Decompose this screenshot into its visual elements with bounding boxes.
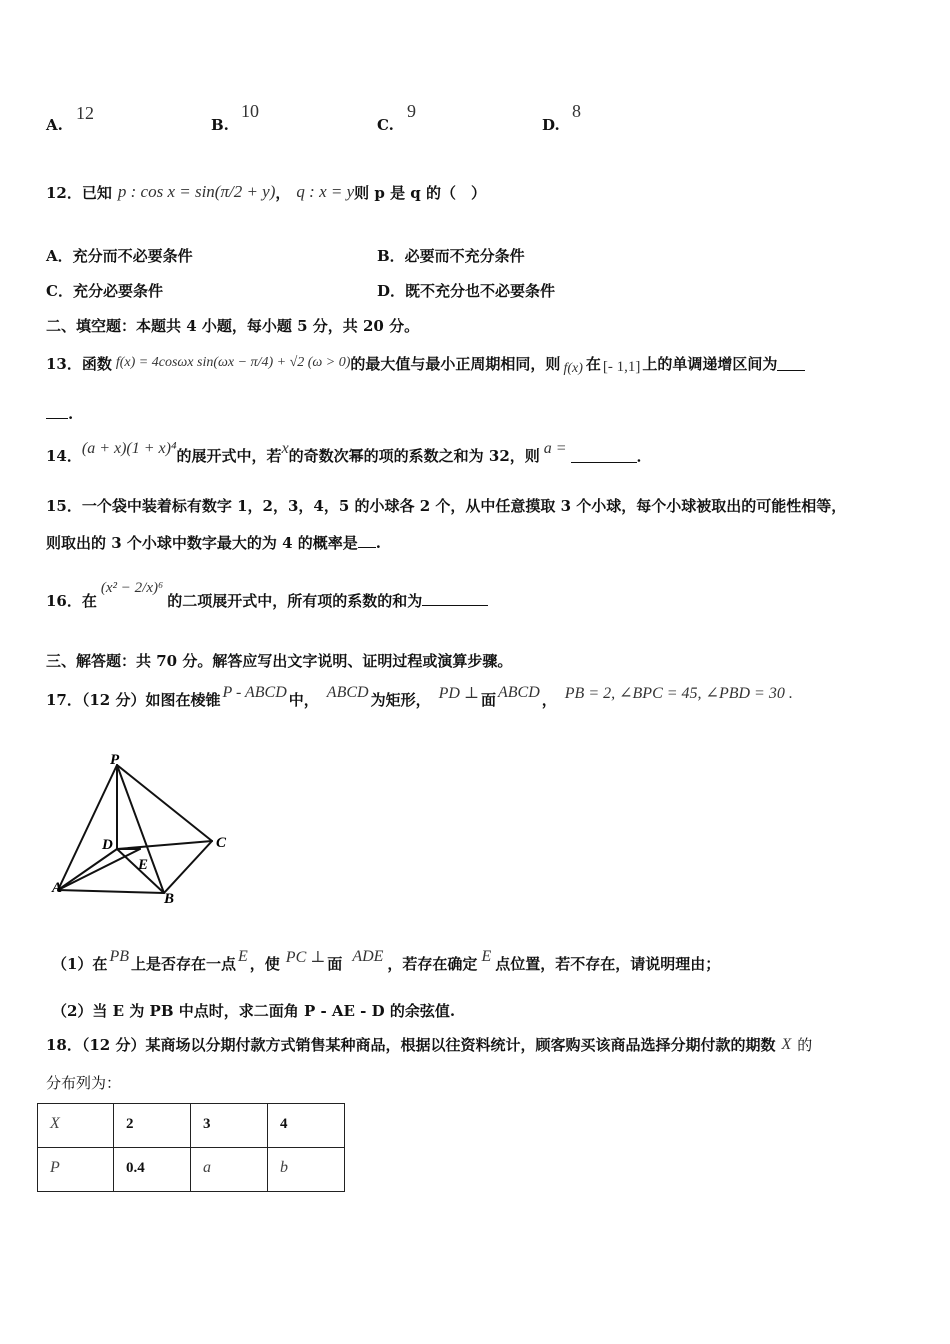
edge-ae bbox=[58, 849, 140, 890]
q12-sep: ， bbox=[275, 183, 291, 202]
q13-tail: 上的单调递增区间为 bbox=[642, 354, 778, 373]
q17-pabcd: P - ABCD bbox=[222, 684, 287, 701]
label-a: A bbox=[52, 880, 63, 896]
q13-mid: 的最大值与最小正周期相同，则 bbox=[350, 354, 561, 373]
table-row bbox=[38, 1104, 345, 1148]
q18-line-2: 分布列为： bbox=[46, 1074, 122, 1092]
q17-p1-pb: PB bbox=[109, 948, 129, 965]
table-row bbox=[38, 1148, 345, 1192]
q18-x: X bbox=[781, 1035, 792, 1053]
q12-number: 12．已知 bbox=[46, 183, 112, 202]
q13-fx: f(x) bbox=[563, 361, 583, 376]
table-cell: X bbox=[50, 1115, 60, 1132]
q17-t4: ， bbox=[541, 690, 557, 709]
q13-continuation: . bbox=[46, 404, 73, 423]
q12-option-a: A．充分而不必要条件 bbox=[46, 247, 193, 265]
label-e: E bbox=[138, 857, 149, 873]
q17-p1-pc: PC ⊥ bbox=[285, 949, 326, 966]
q14-x: x bbox=[281, 440, 289, 457]
edge-bc bbox=[164, 841, 212, 893]
q17-p1-t1: 上是否存在一点 bbox=[130, 954, 236, 973]
label-c: C bbox=[216, 835, 227, 851]
q14-mid1: 的展开式中，若 bbox=[176, 446, 282, 465]
label-d: D bbox=[102, 837, 113, 853]
question-17 bbox=[46, 676, 793, 710]
table-cell: a bbox=[203, 1159, 211, 1176]
q14-expression: (a + x)(1 + x)⁴ bbox=[81, 440, 177, 457]
table-cell: P bbox=[50, 1159, 60, 1176]
q16-number: 16．在 bbox=[46, 591, 97, 610]
table-cell: 0.4 bbox=[126, 1160, 145, 1176]
q13-answer-blank-2 bbox=[46, 404, 68, 419]
choice-a-value: 12 bbox=[76, 103, 94, 123]
table-cell: b bbox=[280, 1159, 288, 1176]
edge-pa bbox=[58, 765, 117, 890]
q12-option-b: B．必要而不充分条件 bbox=[377, 247, 525, 265]
choice-b-label: B. bbox=[211, 116, 229, 134]
distribution-table bbox=[37, 1103, 345, 1192]
pyramid-figure bbox=[40, 745, 240, 910]
q15-line-2: 则取出的 3 个小球中数字最大的为 4 的概率是 bbox=[46, 534, 358, 552]
question-18 bbox=[46, 1034, 812, 1055]
question-12 bbox=[46, 170, 486, 214]
q17-pd: PD ⊥ bbox=[438, 685, 479, 702]
q12-p-formula: p : cos x = sin(π/2 + y) bbox=[117, 182, 276, 201]
question-13 bbox=[46, 346, 805, 380]
q17-t1: 中， bbox=[288, 690, 319, 709]
choice-c-value: 9 bbox=[407, 101, 416, 121]
q17-p1-t5: 点位置，若不存在，请说明理由； bbox=[495, 954, 721, 973]
q13-answer-blank bbox=[777, 356, 805, 371]
q15-answer-blank bbox=[358, 533, 376, 548]
edge-dc bbox=[117, 841, 212, 849]
choice-b-value: 10 bbox=[241, 101, 259, 121]
q18-de: 的 bbox=[797, 1036, 813, 1054]
q17-part-2: （2）当 E 为 PB 中点时，求二面角 P - AE - D 的余弦值. bbox=[52, 1002, 456, 1020]
section-3-heading: 三、解答题：共 70 分。解答应写出文字说明、证明过程或演算步骤。 bbox=[46, 652, 513, 670]
q13-function: f(x) = 4cosωx sin(ωx − π/4) + √2 (ω > 0) bbox=[115, 355, 351, 370]
question-16 bbox=[46, 568, 488, 612]
q17-conditions: PB = 2, ∠BPC = 45, ∠PBD = 30 . bbox=[564, 685, 793, 702]
table-cell: 4 bbox=[280, 1116, 288, 1132]
q17-t3: 面 bbox=[480, 690, 496, 709]
q13-zai: 在 bbox=[585, 354, 601, 373]
table-cell: 2 bbox=[126, 1116, 134, 1132]
q17-p1-t3: 面 bbox=[327, 954, 343, 973]
q14-end: ． bbox=[636, 446, 652, 465]
q17-part-1 bbox=[52, 940, 720, 974]
question-14 bbox=[46, 438, 652, 472]
q17-number: 17．（12 分）如图在棱锥 bbox=[46, 690, 221, 709]
q12-q-formula: q : x = y bbox=[296, 182, 355, 201]
q17-abcd2: ABCD bbox=[497, 684, 540, 701]
choice-c-label: C. bbox=[377, 116, 394, 134]
q15-line-2-wrap: 则取出的 3 个小球中数字最大的为 4 的概率是 . bbox=[46, 534, 381, 552]
q17-p1-t4: ，若存在确定 bbox=[387, 954, 478, 973]
q17-p1-ade: ADE bbox=[352, 948, 384, 965]
q17-p1-t2: ，使 bbox=[249, 954, 280, 973]
q17-abcd: ABCD bbox=[326, 684, 369, 701]
q12-option-d: D．既不充分也不必要条件 bbox=[377, 282, 556, 300]
label-b: B bbox=[164, 891, 175, 907]
q12-option-c: C．充分必要条件 bbox=[46, 282, 163, 300]
q16-answer-blank bbox=[422, 591, 488, 606]
q16-tail: 的二项展开式中，所有项的系数的和为 bbox=[167, 591, 423, 610]
q14-number: 14． bbox=[46, 446, 82, 465]
q17-p1-num: （1）在 bbox=[52, 954, 108, 973]
choice-d-label: D. bbox=[542, 116, 560, 134]
choice-d-value: 8 bbox=[572, 101, 581, 121]
edge-ab bbox=[58, 890, 164, 893]
q15-line-1: 15．一个袋中装着标有数字 1，2，3，4，5 的小球各 2 个，从中任意摸取 3 个小球，每个小球被取出的可能性相等， bbox=[46, 497, 847, 515]
q13-number: 13．函数 bbox=[46, 354, 112, 373]
q17-p1-e: E bbox=[238, 948, 248, 965]
q17-t2: 为矩形， bbox=[370, 690, 431, 709]
q14-mid2: 的奇数次幂的项的系数之和为 32，则 bbox=[288, 446, 540, 465]
q13-interval: [- 1,1] bbox=[602, 358, 641, 375]
q16-expression: (x² − 2/x)⁶ bbox=[100, 579, 164, 596]
q14-answer-blank bbox=[571, 448, 637, 463]
choice-a-label: A. bbox=[46, 116, 63, 134]
q18-line-1: 18．（12 分）某商场以分期付款方式销售某种商品，根据以往资料统计，顾客购买该商品选择分期付款的期数 bbox=[46, 1036, 776, 1054]
q17-p1-e2: E bbox=[481, 948, 492, 965]
table-cell: 3 bbox=[203, 1116, 211, 1132]
q14-a: a = bbox=[543, 440, 567, 457]
label-p: P bbox=[110, 752, 120, 768]
section-2-heading: 二、填空题：本题共 4 小题，每小题 5 分，共 20 分。 bbox=[46, 317, 420, 335]
q12-tail: 则 p 是 q 的（ ） bbox=[354, 183, 487, 202]
